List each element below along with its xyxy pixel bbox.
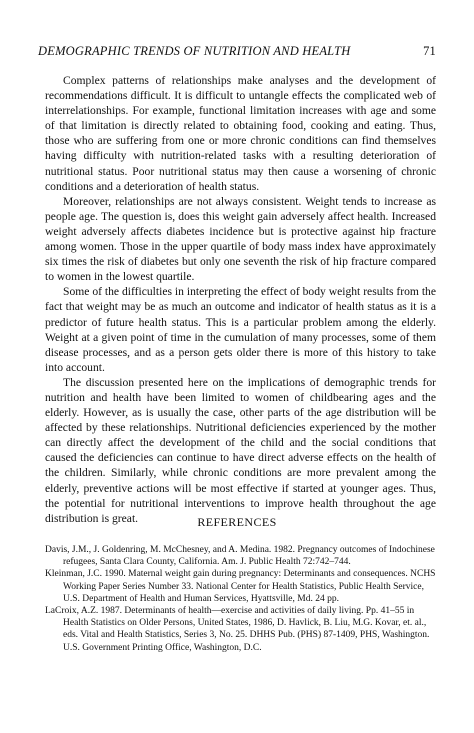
page-number: 71 [423,44,436,58]
reference-item: Kleinman, J.C. 1990. Maternal weight gain during pregnancy: Determinants and consequences. NCHS Working Paper Series Number 33. National Center for Health Statistics, Public Health Service, U.S. Department of Health and Human Services, Hyattsville, Md. 24 pp. [45,569,436,604]
reference-item: Davis, J.M., J. Goldenring, M. McChesney, and A. Medina. 1982. Pregnancy outcomes of Indochinese refugees, Santa Clara County, California. Am. J. Public Health 72:742–744. [45,545,435,568]
paragraph: The discussion presented here on the implications of demographic trends for nutrition and health have been limited to women of childbearing ages and the elderly. However, as is usually the case, other parts of the age distribution will be affected by these relationships. Nutritional deficiencies experienced by the mother can directly affect the development of the child and the social conditions that caused the deficiencies can continue to have direct adverse effects on the health of the children. Similarly, while chronic conditions are more prevalent among the elderly, preventive actions will be most effective if started at younger ages. Thus, the potential for nutritional interventions to improve health throughout the age distribution is great. [45,375,436,525]
references-heading: REFERENCES [197,515,277,529]
references-list [45,544,437,654]
body-text [45,73,436,526]
running-header [38,44,436,59]
paragraph: Some of the difficulties in interpreting the effect of body weight results from the fact that weight may be as much an outcome and indicator of health status as it is a predictor of future health status. This is a particular problem among the elderly. Weight at a given point of time in the cumulation of many processes, some of them disease processes, and as a person gets older there is more of this history to take into account. [45,285,436,374]
paragraph: Complex patterns of relationships make analyses and the development of recommendations difficult. It is difficult to untangle effects the complicated web of interrelationships. For example, functional limitation increases with age and some of that limitation is directly related to obtaining food, cooking and eating. Thus, those who are suffering from one or more chronic conditions can find themselves having difficulty with nutrition-related tasks with a resulting deterioration of nutritional status. Poor nutritional status may then cause a worsening of chronic conditions and a deterioration of health status. [45,74,436,193]
paragraph: Moreover, relationships are not always consistent. Weight tends to increase as people age. The question is, does this weight gain adversely affect health. Increased weight adversely affects diabetes incidence but is protective against hip fracture among women. Those in the upper quartile of body mass index have approximately six times the risk of diabetes but only one seventh the risk of hip fracture compared to women in the lowest quartile. [45,194,436,284]
reference-item: LaCroix, A.Z. 1987. Determinants of health—exercise and activities of daily living. Pp. 41–55 in Health Statistics on Older Persons, United States, 1986, D. Havlick, B. Liu, M.G. Kovar, et. al., eds. Vital and Health Statistics, Series 3, No. 25. DHHS Pub. (PHS) 87-1409, PHS, Washington. U.S. Government Printing Office, Washington, D.C. [45,606,430,653]
running-title: DEMOGRAPHIC TRENDS OF NUTRITION AND HEALTH [38,44,351,58]
